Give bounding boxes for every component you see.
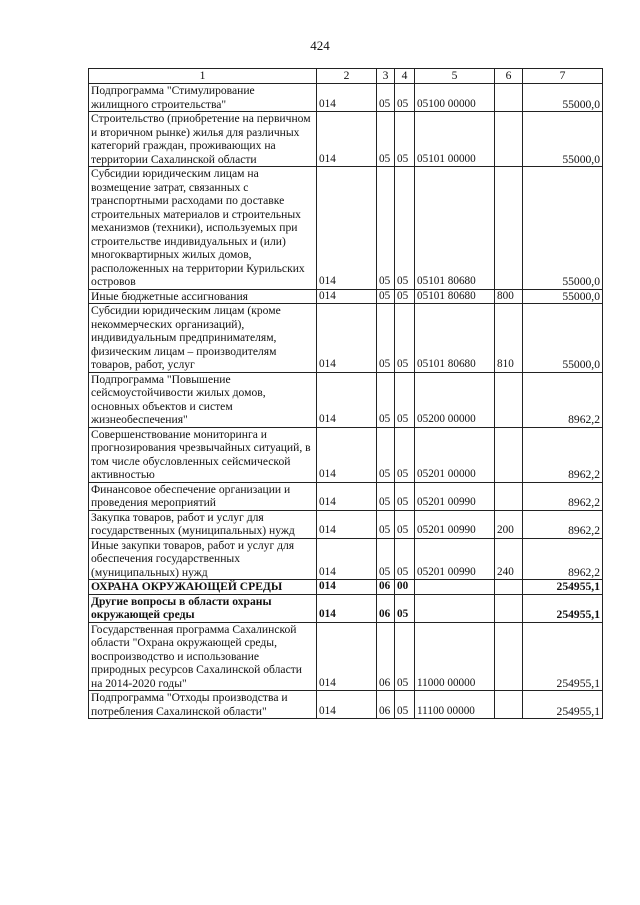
table-row bbox=[89, 691, 603, 719]
target-article-cell bbox=[415, 580, 495, 595]
row-name-cell: Подпрограмма "Стимулирование жилищного строительства" bbox=[89, 84, 317, 112]
row-name-cell: Строительство (приобретение на первичном и вторичном рынке) жилья для различных категорий граждан, проживающих на территории Сахалинской области bbox=[89, 112, 317, 167]
target-article-cell bbox=[415, 594, 495, 622]
row-name-cell: Иные бюджетные ассигнования bbox=[89, 289, 317, 304]
admin-code-cell: 014 bbox=[317, 594, 377, 622]
header-row bbox=[89, 69, 603, 84]
subsection-code-cell: 05 bbox=[395, 427, 415, 482]
row-name-cell: Подпрограмма "Отходы производства и потребления Сахалинской области" bbox=[89, 691, 317, 719]
subsection-code-cell: 05 bbox=[395, 289, 415, 304]
table-row bbox=[89, 538, 603, 580]
subsection-code-cell: 00 bbox=[395, 580, 415, 595]
row-name-cell: Подпрограмма "Повышение сейсмоустойчивости жилых домов, основных объектов и систем жизнеобеспечения" bbox=[89, 372, 317, 427]
subsection-code-cell: 05 bbox=[395, 538, 415, 580]
row-name-cell: Финансовое обеспечение организации и проведения мероприятий bbox=[89, 482, 317, 510]
target-article-cell: 05101 00000 bbox=[415, 112, 495, 167]
expense-type-cell bbox=[495, 427, 523, 482]
admin-code-cell: 014 bbox=[317, 427, 377, 482]
expense-type-cell bbox=[495, 482, 523, 510]
subsection-code-cell: 05 bbox=[395, 622, 415, 691]
subsection-code-cell: 05 bbox=[395, 372, 415, 427]
section-code-cell: 05 bbox=[377, 427, 395, 482]
target-article-cell: 05201 00000 bbox=[415, 427, 495, 482]
table-row bbox=[89, 84, 603, 112]
target-article-cell: 05201 00990 bbox=[415, 482, 495, 510]
amount-cell: 8962,2 bbox=[523, 538, 603, 580]
amount-cell: 55000,0 bbox=[523, 167, 603, 290]
admin-code-cell: 014 bbox=[317, 304, 377, 373]
target-article-cell: 05101 80680 bbox=[415, 289, 495, 304]
table-body bbox=[89, 84, 603, 719]
expense-type-cell bbox=[495, 167, 523, 290]
subsection-code-cell: 05 bbox=[395, 691, 415, 719]
amount-cell: 8962,2 bbox=[523, 372, 603, 427]
admin-code-cell: 014 bbox=[317, 372, 377, 427]
subsection-code-cell: 05 bbox=[395, 594, 415, 622]
expense-type-cell bbox=[495, 372, 523, 427]
table-row bbox=[89, 510, 603, 538]
expense-type-cell bbox=[495, 84, 523, 112]
table-row bbox=[89, 372, 603, 427]
amount-cell: 55000,0 bbox=[523, 84, 603, 112]
admin-code-cell: 014 bbox=[317, 622, 377, 691]
section-code-cell: 06 bbox=[377, 691, 395, 719]
table-row bbox=[89, 167, 603, 290]
target-article-cell: 05200 00000 bbox=[415, 372, 495, 427]
expense-type-cell bbox=[495, 691, 523, 719]
table-row bbox=[89, 482, 603, 510]
amount-cell: 254955,1 bbox=[523, 594, 603, 622]
table-row bbox=[89, 594, 603, 622]
expense-type-cell bbox=[495, 112, 523, 167]
column-header: 3 bbox=[377, 69, 395, 84]
target-article-cell: 11100 00000 bbox=[415, 691, 495, 719]
column-header: 5 bbox=[415, 69, 495, 84]
target-article-cell: 11000 00000 bbox=[415, 622, 495, 691]
column-header: 2 bbox=[317, 69, 377, 84]
section-code-cell: 06 bbox=[377, 622, 395, 691]
subsection-code-cell: 05 bbox=[395, 112, 415, 167]
row-name-cell: Закупка товаров, работ и услуг для государственных (муниципальных) нужд bbox=[89, 510, 317, 538]
subsection-code-cell: 05 bbox=[395, 482, 415, 510]
column-header: 6 bbox=[495, 69, 523, 84]
section-code-cell: 05 bbox=[377, 289, 395, 304]
subsection-code-cell: 05 bbox=[395, 304, 415, 373]
admin-code-cell: 014 bbox=[317, 691, 377, 719]
subsection-code-cell: 05 bbox=[395, 84, 415, 112]
section-code-cell: 05 bbox=[377, 482, 395, 510]
row-name-cell: Совершенствование мониторинга и прогнозирования чрезвычайных ситуаций, в том числе обусловленных сейсмической активностью bbox=[89, 427, 317, 482]
admin-code-cell: 014 bbox=[317, 289, 377, 304]
expense-type-cell bbox=[495, 594, 523, 622]
amount-cell: 55000,0 bbox=[523, 304, 603, 373]
section-code-cell: 05 bbox=[377, 304, 395, 373]
table-row bbox=[89, 289, 603, 304]
section-code-cell: 05 bbox=[377, 538, 395, 580]
amount-cell: 55000,0 bbox=[523, 112, 603, 167]
row-name-cell: Другие вопросы в области охраны окружающей среды bbox=[89, 594, 317, 622]
row-name-cell: Субсидии юридическим лицам на возмещение затрат, связанных с транспортными расходами по доставке строительных материалов и строительных механизмов (техники), используемых при строительстве индивидуальных и (или) многоквартирных жилых домов, расположенных на территории Курильских островов bbox=[89, 167, 317, 290]
row-name-cell: ОХРАНА ОКРУЖАЮЩЕЙ СРЕДЫ bbox=[89, 580, 317, 595]
target-article-cell: 05201 00990 bbox=[415, 510, 495, 538]
section-code-cell: 05 bbox=[377, 112, 395, 167]
row-name-cell: Субсидии юридическим лицам (кроме некоммерческих организаций), индивидуальным предпринимателям, физическим лицам – производителям товаров, работ, услуг bbox=[89, 304, 317, 373]
table-row bbox=[89, 112, 603, 167]
admin-code-cell: 014 bbox=[317, 112, 377, 167]
expense-type-cell: 240 bbox=[495, 538, 523, 580]
expense-type-cell bbox=[495, 622, 523, 691]
amount-cell: 254955,1 bbox=[523, 691, 603, 719]
amount-cell: 8962,2 bbox=[523, 427, 603, 482]
admin-code-cell: 014 bbox=[317, 84, 377, 112]
column-header: 4 bbox=[395, 69, 415, 84]
admin-code-cell: 014 bbox=[317, 482, 377, 510]
expense-type-cell: 810 bbox=[495, 304, 523, 373]
amount-cell: 55000,0 bbox=[523, 289, 603, 304]
admin-code-cell: 014 bbox=[317, 167, 377, 290]
target-article-cell: 05100 00000 bbox=[415, 84, 495, 112]
expense-type-cell: 800 bbox=[495, 289, 523, 304]
subsection-code-cell: 05 bbox=[395, 167, 415, 290]
amount-cell: 254955,1 bbox=[523, 622, 603, 691]
admin-code-cell: 014 bbox=[317, 510, 377, 538]
expense-type-cell: 200 bbox=[495, 510, 523, 538]
section-code-cell: 06 bbox=[377, 580, 395, 595]
budget-table bbox=[88, 68, 603, 719]
target-article-cell: 05101 80680 bbox=[415, 167, 495, 290]
admin-code-cell: 014 bbox=[317, 538, 377, 580]
target-article-cell: 05101 80680 bbox=[415, 304, 495, 373]
target-article-cell: 05201 00990 bbox=[415, 538, 495, 580]
column-header: 7 bbox=[523, 69, 603, 84]
expense-type-cell bbox=[495, 580, 523, 595]
column-header: 1 bbox=[89, 69, 317, 84]
table-row bbox=[89, 304, 603, 373]
section-code-cell: 05 bbox=[377, 510, 395, 538]
table-row bbox=[89, 580, 603, 595]
row-name-cell: Иные закупки товаров, работ и услуг для обеспечения государственных (муниципальных) нужд bbox=[89, 538, 317, 580]
row-name-cell: Государственная программа Сахалинской области "Охрана окружающей среды, воспроизводство и использование природных ресурсов Сахалинской области на 2014-2020 годы" bbox=[89, 622, 317, 691]
amount-cell: 254955,1 bbox=[523, 580, 603, 595]
subsection-code-cell: 05 bbox=[395, 510, 415, 538]
amount-cell: 8962,2 bbox=[523, 510, 603, 538]
page-number: 424 bbox=[310, 38, 330, 53]
section-code-cell: 06 bbox=[377, 594, 395, 622]
admin-code-cell: 014 bbox=[317, 580, 377, 595]
table-row bbox=[89, 427, 603, 482]
amount-cell: 8962,2 bbox=[523, 482, 603, 510]
section-code-cell: 05 bbox=[377, 372, 395, 427]
section-code-cell: 05 bbox=[377, 84, 395, 112]
section-code-cell: 05 bbox=[377, 167, 395, 290]
table-row bbox=[89, 622, 603, 691]
